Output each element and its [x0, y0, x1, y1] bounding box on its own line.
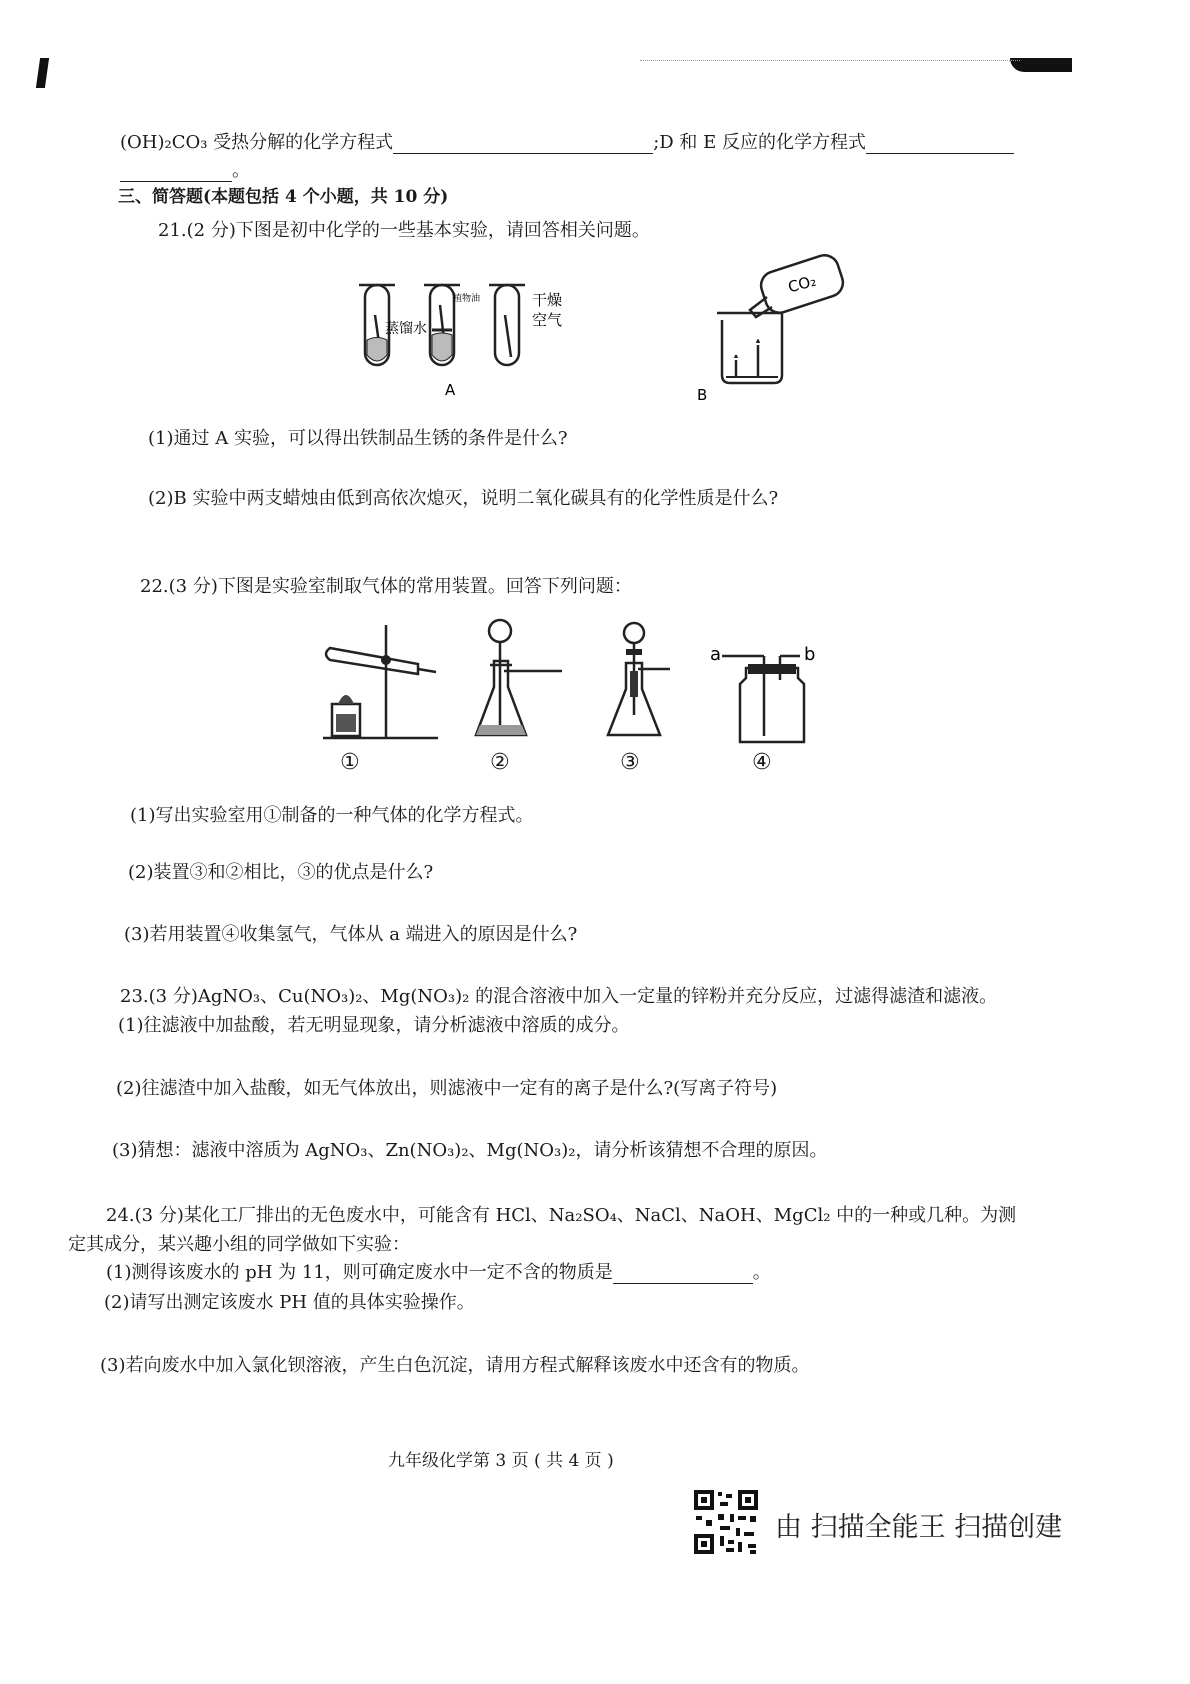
answer-blank-3[interactable]: [120, 163, 232, 182]
q22-apparatus-4: [708, 640, 828, 750]
q22-apparatus-2: [470, 615, 570, 745]
apparatus-3-label: ③: [620, 750, 640, 775]
prev-question-end: 。: [232, 160, 250, 181]
answer-blank-1[interactable]: [393, 135, 653, 154]
label-dry-air-2: 空气: [532, 311, 563, 329]
label-dry-air-1: 干燥: [532, 291, 563, 309]
q24-stem-line2: 定其成分，某兴趣小组的同学做如下实验：: [68, 1234, 410, 1255]
figure-a-label: A: [445, 381, 456, 399]
port-a-label: a: [710, 644, 722, 665]
q23-stem: 23.(3 分)AgNO₃、Cu(NO₃)₂、Mg(NO₃)₂ 的混合溶液中加入一定量的锌粉并充分反应，过滤得滤渣和滤液。: [120, 986, 998, 1007]
prev-question-line: [120, 132, 1014, 154]
page-footer: 九年级化学第 3 页 ( 共 4 页 ): [388, 1451, 614, 1471]
q21-sub2: (2)B 实验中两支蜡烛由低到高依次熄灭，说明二氧化碳具有的化学性质是什么?: [148, 488, 779, 509]
q24-sub1-end: 。: [752, 1262, 771, 1283]
q22-sub3: (3)若用装置④收集氢气，气体从 a 端进入的原因是什么?: [124, 924, 578, 945]
scanner-watermark: 由 扫描全能王 扫描创建: [775, 1512, 1063, 1543]
q24-sub3: (3)若向废水中加入氯化钡溶液，产生白色沉淀，请用方程式解释该废水中还含有的物质。: [100, 1355, 810, 1376]
q24-sub1: (1)测得该废水的 pH 为 11，则可确定废水中一定不含的物质是: [106, 1262, 613, 1283]
apparatus-4-label: ④: [752, 750, 772, 775]
q21-figure-b: [697, 255, 862, 405]
q24-sub1-line: [106, 1262, 771, 1284]
q22-stem: 22.(3 分)下图是实验室制取气体的常用装置。回答下列问题：: [140, 576, 632, 597]
q22-sub1: (1)写出实验室用①制备的一种气体的化学方程式。: [130, 805, 534, 826]
q24-stem-line1: 24.(3 分)某化工厂排出的无色废水中，可能含有 HCl、Na₂SO₄、NaCl、NaOH、MgCl₂ 中的一种或几种。为测: [106, 1205, 1017, 1226]
answer-blank-4[interactable]: [613, 1265, 753, 1284]
q22-sub2: (2)装置③和②相比，③的优点是什么?: [128, 862, 434, 883]
label-distilled-water: 蒸馏水: [385, 321, 427, 337]
port-b-label: b: [804, 644, 816, 665]
scan-mark-left: [36, 58, 49, 88]
q21-stem: 21.(2 分)下图是初中化学的一些基本实验，请回答相关问题。: [158, 220, 650, 241]
q24-sub2: (2)请写出测定该废水 PH 值的具体实验操作。: [104, 1292, 475, 1313]
q21-figure-a: [345, 275, 585, 400]
prev-question-text-a: (OH)₂CO₃ 受热分解的化学方程式: [120, 132, 394, 153]
q23-sub3: (3)猜想：滤液中溶质为 AgNO₃、Zn(NO₃)₂、Mg(NO₃)₂，请分析该猜想不合理的原因。: [112, 1140, 828, 1161]
answer-blank-2[interactable]: [866, 135, 1014, 154]
prev-question-line2: [120, 160, 250, 182]
apparatus-2-label: ②: [490, 750, 510, 775]
q21-sub1: (1)通过 A 实验，可以得出铁制品生锈的条件是什么?: [148, 428, 568, 449]
q22-apparatus-1: [318, 620, 443, 745]
qr-code-icon: [692, 1488, 760, 1556]
q22-apparatus-3: [600, 615, 690, 745]
apparatus-1-label: ①: [340, 750, 360, 775]
section-title: 三、简答题(本题包括 4 个小题，共 10 分): [118, 187, 449, 207]
q23-sub2: (2)往滤渣中加入盐酸，如无气体放出，则滤液中一定有的离子是什么?(写离子符号): [116, 1078, 778, 1099]
scan-top-line: [640, 60, 1020, 61]
q23-sub1: (1)往滤液中加盐酸，若无明显现象，请分析滤液中溶质的成分。: [118, 1015, 630, 1036]
label-vegetable-oil: 植物油: [453, 294, 481, 304]
figure-b-label: B: [697, 386, 708, 404]
prev-question-text-b: ;D 和 E 反应的化学方程式: [653, 132, 866, 153]
label-co2: CO₂: [786, 271, 819, 297]
